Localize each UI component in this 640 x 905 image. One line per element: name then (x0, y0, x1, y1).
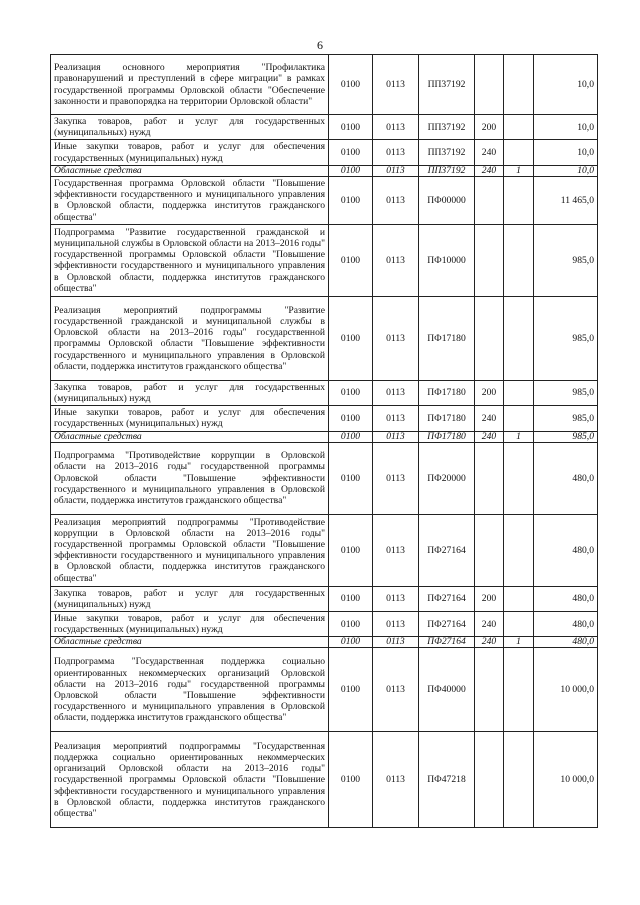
cell-target-article: ПП37192 (419, 165, 475, 176)
cell-subsection: 0113 (373, 380, 419, 405)
cell-target-article: ПФ17180 (419, 431, 475, 442)
table-row (51, 224, 598, 296)
cell-funding-source (504, 296, 534, 380)
cell-section: 0100 (329, 732, 373, 828)
cell-section: 0100 (329, 442, 373, 514)
cell-funding-source (504, 612, 534, 637)
cell-subsection: 0113 (373, 637, 419, 648)
row-name: Областные средства (51, 431, 329, 442)
cell-funding-source (504, 55, 534, 115)
cell-amount: 480,0 (534, 514, 598, 586)
cell-expense-type: 240 (475, 612, 504, 637)
cell-funding-source: 1 (504, 637, 534, 648)
cell-target-article: ПФ17180 (419, 296, 475, 380)
cell-subsection: 0113 (373, 648, 419, 732)
table-row (51, 732, 598, 828)
cell-funding-source: 1 (504, 431, 534, 442)
cell-funding-source (504, 732, 534, 828)
cell-subsection: 0113 (373, 732, 419, 828)
cell-target-article: ПФ40000 (419, 648, 475, 732)
cell-section: 0100 (329, 406, 373, 431)
cell-expense-type: 200 (475, 115, 504, 140)
cell-target-article: ПФ27164 (419, 612, 475, 637)
cell-subsection: 0113 (373, 442, 419, 514)
table-row (51, 431, 598, 442)
table-row (51, 586, 598, 611)
cell-expense-type: 240 (475, 406, 504, 431)
cell-subsection: 0113 (373, 514, 419, 586)
cell-section: 0100 (329, 165, 373, 176)
cell-amount: 10,0 (534, 165, 598, 176)
cell-section: 0100 (329, 514, 373, 586)
cell-section: 0100 (329, 637, 373, 648)
table-row (51, 380, 598, 405)
row-name: Иные закупки товаров, работ и услуг для обеспечения государственных (муниципальных) нужд (51, 140, 329, 165)
cell-section: 0100 (329, 380, 373, 405)
cell-target-article: ПФ00000 (419, 176, 475, 224)
row-name: Иные закупки товаров, работ и услуг для обеспечения государственных (муниципальных) нужд (51, 612, 329, 637)
cell-target-article: ПП37192 (419, 55, 475, 115)
cell-amount: 985,0 (534, 431, 598, 442)
table-row (51, 442, 598, 514)
row-name: Закупка товаров, работ и услуг для государственных (муниципальных) нужд (51, 380, 329, 405)
cell-expense-type (475, 296, 504, 380)
cell-target-article: ПФ10000 (419, 224, 475, 296)
cell-funding-source (504, 648, 534, 732)
cell-expense-type: 240 (475, 637, 504, 648)
cell-target-article: ПФ27164 (419, 514, 475, 586)
cell-target-article: ПФ17180 (419, 380, 475, 405)
cell-subsection: 0113 (373, 224, 419, 296)
row-name: Областные средства (51, 165, 329, 176)
cell-expense-type (475, 55, 504, 115)
cell-amount: 10,0 (534, 115, 598, 140)
row-name: Государственная программа Орловской области "Повышение эффективности государственного и муниципального управления в Орловской области, поддержка институтов гражданского общества" (51, 176, 329, 224)
cell-expense-type: 200 (475, 380, 504, 405)
cell-target-article: ПФ17180 (419, 406, 475, 431)
cell-amount: 10 000,0 (534, 732, 598, 828)
cell-amount: 10 000,0 (534, 648, 598, 732)
cell-amount: 985,0 (534, 380, 598, 405)
cell-amount: 480,0 (534, 442, 598, 514)
cell-target-article: ПП37192 (419, 140, 475, 165)
cell-amount: 985,0 (534, 406, 598, 431)
cell-expense-type: 240 (475, 140, 504, 165)
table-row (51, 612, 598, 637)
table-row (51, 514, 598, 586)
cell-section: 0100 (329, 224, 373, 296)
cell-funding-source (504, 115, 534, 140)
cell-target-article: ПФ20000 (419, 442, 475, 514)
row-name: Иные закупки товаров, работ и услуг для обеспечения государственных (муниципальных) нужд (51, 406, 329, 431)
row-name: Областные средства (51, 637, 329, 648)
table-row (51, 406, 598, 431)
cell-funding-source (504, 406, 534, 431)
cell-funding-source: 1 (504, 165, 534, 176)
cell-amount: 480,0 (534, 586, 598, 611)
cell-section: 0100 (329, 55, 373, 115)
cell-subsection: 0113 (373, 55, 419, 115)
table-row (51, 176, 598, 224)
table-body (51, 55, 598, 828)
cell-section: 0100 (329, 115, 373, 140)
table-row (51, 115, 598, 140)
cell-amount: 10,0 (534, 55, 598, 115)
cell-expense-type: 240 (475, 165, 504, 176)
cell-amount: 11 465,0 (534, 176, 598, 224)
cell-subsection: 0113 (373, 431, 419, 442)
cell-subsection: 0113 (373, 612, 419, 637)
cell-expense-type (475, 176, 504, 224)
cell-section: 0100 (329, 586, 373, 611)
cell-subsection: 0113 (373, 165, 419, 176)
cell-section: 0100 (329, 140, 373, 165)
row-name: Закупка товаров, работ и услуг для государственных (муниципальных) нужд (51, 586, 329, 611)
cell-target-article: ПФ27164 (419, 637, 475, 648)
table-row (51, 648, 598, 732)
cell-subsection: 0113 (373, 115, 419, 140)
row-name: Закупка товаров, работ и услуг для государственных (муниципальных) нужд (51, 115, 329, 140)
cell-subsection: 0113 (373, 140, 419, 165)
cell-subsection: 0113 (373, 586, 419, 611)
cell-expense-type: 240 (475, 431, 504, 442)
cell-expense-type: 200 (475, 586, 504, 611)
cell-amount: 10,0 (534, 140, 598, 165)
cell-funding-source (504, 224, 534, 296)
cell-section: 0100 (329, 296, 373, 380)
cell-section: 0100 (329, 612, 373, 637)
table-row (51, 296, 598, 380)
cell-funding-source (504, 514, 534, 586)
cell-section: 0100 (329, 648, 373, 732)
row-name: Реализация мероприятий подпрограммы "Развитие государственной гражданской и муниципальной службы в Орловской области на 2013–2016 годы" государственной программы Орловской области "Повышение эффективности государственного и муниципального управления в Орловской области, поддержка институтов гражданского общества" (51, 296, 329, 380)
cell-expense-type (475, 442, 504, 514)
cell-section: 0100 (329, 431, 373, 442)
cell-funding-source (504, 442, 534, 514)
table-row (51, 55, 598, 115)
table-row (51, 637, 598, 648)
cell-target-article: ПП37192 (419, 115, 475, 140)
cell-funding-source (504, 176, 534, 224)
row-name: Реализация мероприятий подпрограммы "Государственная поддержка социально ориентированных некоммерческих организаций Орловской области на 2013–2016 годы" государственной программы Орловской области "Повышение эффективности государственного и муниципального управления в Орловской области, поддержка институтов гражданского общества" (51, 732, 329, 828)
cell-amount: 985,0 (534, 296, 598, 380)
budget-table (50, 54, 598, 828)
page-number: 6 (317, 38, 323, 52)
cell-target-article: ПФ47218 (419, 732, 475, 828)
cell-subsection: 0113 (373, 406, 419, 431)
row-name: Подпрограмма "Развитие государственной гражданской и муниципальной службы в Орловской области на 2013–2016 годы" государственной программы Орловской области "Повышение эффективности государственного и муниципального управления в Орловской области, поддержка институтов гражданского общества" (51, 224, 329, 296)
cell-expense-type (475, 648, 504, 732)
cell-expense-type (475, 732, 504, 828)
row-name: Подпрограмма "Противодействие коррупции в Орловской области на 2013–2016 годы" государственной программы Орловской области "Повышение эффективности государственного и муниципального управления в Орловской области, поддержка институтов гражданского общества" (51, 442, 329, 514)
cell-funding-source (504, 140, 534, 165)
cell-expense-type (475, 224, 504, 296)
table-row (51, 140, 598, 165)
cell-subsection: 0113 (373, 296, 419, 380)
cell-subsection: 0113 (373, 176, 419, 224)
cell-expense-type (475, 514, 504, 586)
table-row (51, 165, 598, 176)
row-name: Подпрограмма "Государственная поддержка социально ориентированных некоммерческих организаций Орловской области на 2013–2016 годы" государственной программы Орловской области "Повышение эффективности государственного и муниципального управления в Орловской области, поддержка институтов гражданского общества" (51, 648, 329, 732)
row-name: Реализация основного мероприятия "Профилактика правонарушений и преступлений в сфере миграции" в рамках государственной программы Орловской области "Обеспечение законности и правопорядка на территории Орловской области" (51, 55, 329, 115)
cell-funding-source (504, 380, 534, 405)
row-name: Реализация мероприятий подпрограммы "Противодействие коррупции в Орловской области на 2013–2016 годы" государственной программы Орловской области "Повышение эффективности государственного и муниципального управления в Орловской области, поддержка институтов гражданского общества" (51, 514, 329, 586)
cell-amount: 985,0 (534, 224, 598, 296)
cell-target-article: ПФ27164 (419, 586, 475, 611)
cell-funding-source (504, 586, 534, 611)
cell-amount: 480,0 (534, 612, 598, 637)
cell-amount: 480,0 (534, 637, 598, 648)
cell-section: 0100 (329, 176, 373, 224)
